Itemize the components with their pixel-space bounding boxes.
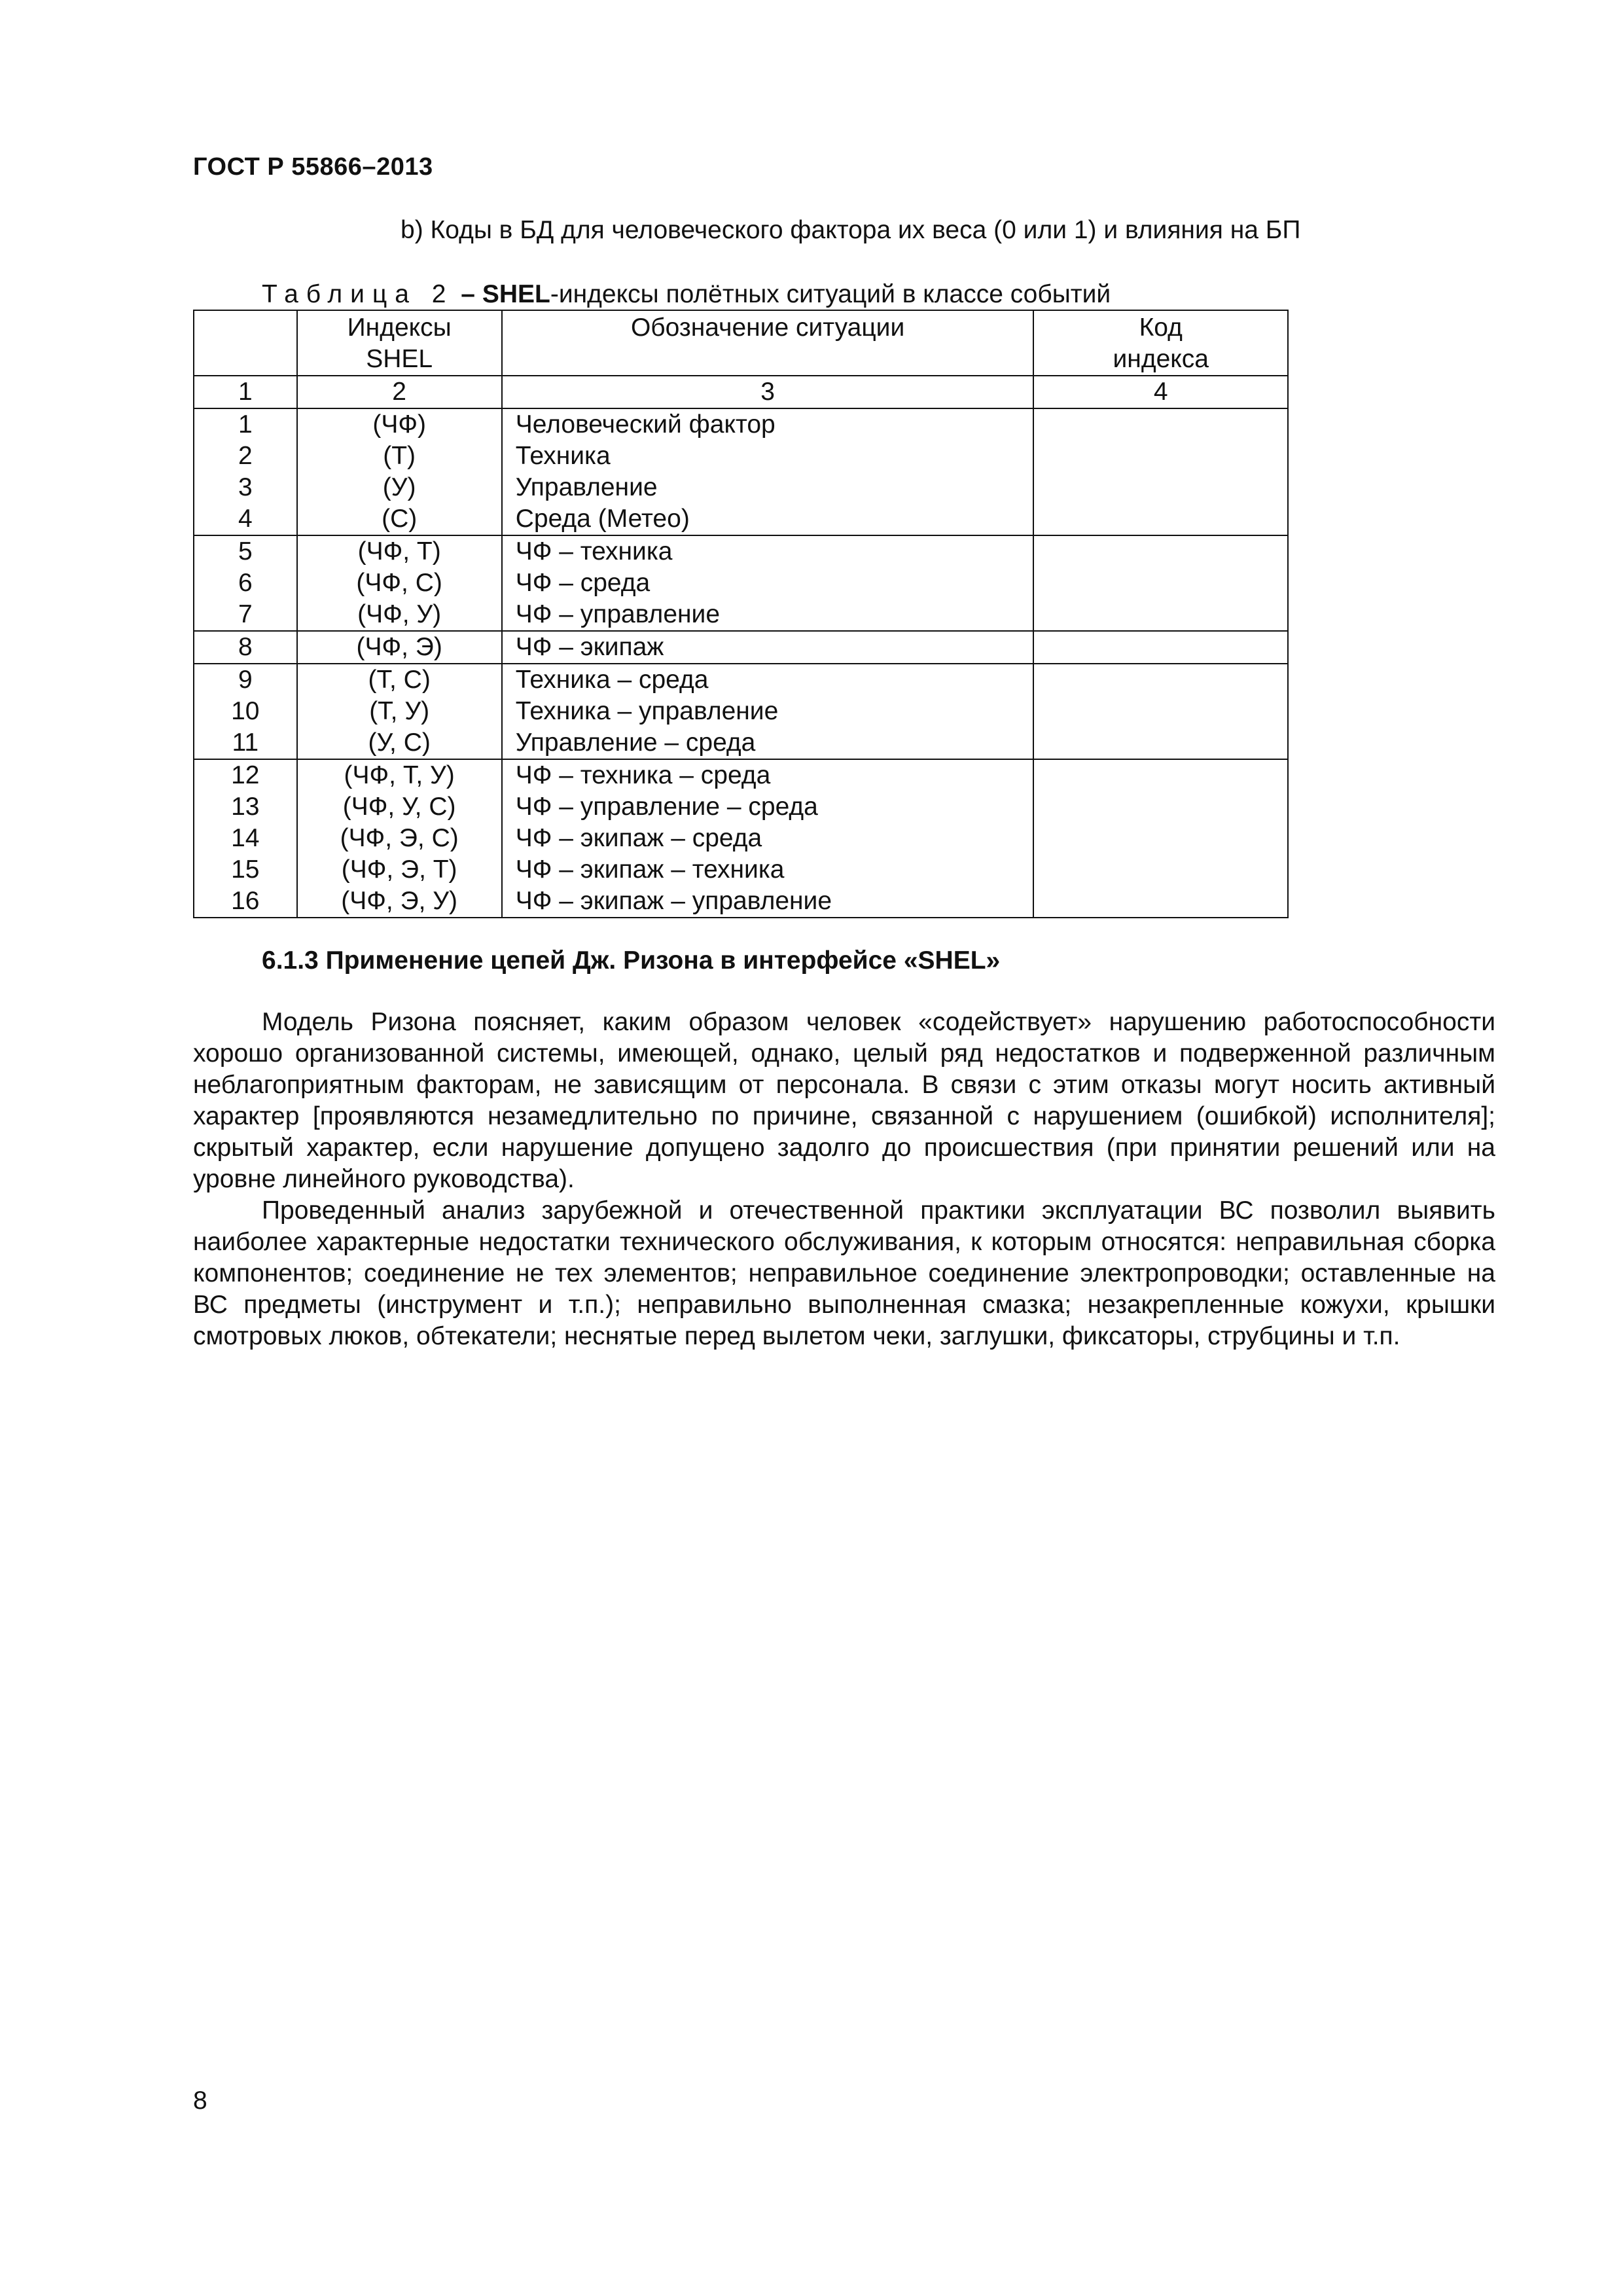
situation-name-cell xyxy=(502,664,1034,759)
row-number: 15 xyxy=(231,855,260,884)
situation-name: Управление – среда xyxy=(515,728,756,757)
row-number: 11 xyxy=(232,728,259,757)
table-group-row xyxy=(194,664,1288,759)
shel-index-cell xyxy=(297,408,502,535)
index-code-cell xyxy=(1033,408,1288,535)
shel-index: (ЧФ, Э) xyxy=(356,633,442,661)
header-shel-line2: SHEL xyxy=(366,345,433,373)
index-code xyxy=(1038,664,1283,696)
row-number: 8 xyxy=(238,633,253,661)
shel-index: (Т, С) xyxy=(368,666,431,694)
header-cell-index-code xyxy=(1033,310,1288,376)
situation-name: Человеческий фактор xyxy=(515,410,776,439)
shel-index: (ЧФ, Э, Т) xyxy=(341,855,457,884)
index-code-cell xyxy=(1033,664,1288,759)
row-number: 13 xyxy=(231,793,260,821)
row-number: 10 xyxy=(231,697,260,725)
index-code xyxy=(1038,440,1283,472)
situation-name: Техника xyxy=(515,442,611,470)
shel-index: (ЧФ) xyxy=(372,410,426,439)
situation-name: ЧФ – экипаж xyxy=(515,633,664,661)
index-code xyxy=(1038,727,1283,759)
header-situation-text: Обозначение ситуации xyxy=(630,314,905,342)
paragraph-maintenance-defects: Проведенный анализ зарубежной и отечественной практики эксплуатации ВС позволил выявить наиболее характерные недостатки технического обслуживания, к которым относятся: неправильная сборка компонентов; соединение не тех элементов; неправильное соединение электропроводки; оставленные на ВС предметы (инструмент и т.п.); неправильно выполненная смазка; незакрепленные кожухи, крышки смотровых люков, обтекатели; неснятые перед вылетом чеки, заглушки, фиксаторы, струбцины и т.п. xyxy=(193,1196,1495,1350)
row-number: 3 xyxy=(238,473,253,501)
row-number-cell xyxy=(194,631,297,664)
index-code xyxy=(1038,503,1283,535)
row-number: 14 xyxy=(231,824,260,852)
situation-name: ЧФ – техника – среда xyxy=(515,761,771,789)
shel-index: (ЧФ, Т, У) xyxy=(344,761,455,789)
index-code xyxy=(1038,599,1283,630)
row-number: 2 xyxy=(238,442,253,470)
index-code xyxy=(1038,854,1283,886)
row-number: 9 xyxy=(238,666,253,694)
row-number: 4 xyxy=(238,505,253,533)
table-caption-bold: – SHEL xyxy=(461,280,550,308)
header-shel-line1: Индексы xyxy=(347,314,452,342)
situation-name: Техника – среда xyxy=(515,666,709,694)
header-cell-number xyxy=(194,310,297,376)
column-number-2: 2 xyxy=(297,376,502,408)
shel-index: (ЧФ, С) xyxy=(356,569,442,597)
situation-name-cell xyxy=(502,408,1034,535)
situation-name: ЧФ – экипаж – среда xyxy=(515,824,762,852)
header-code-line2: индекса xyxy=(1113,345,1209,373)
index-code xyxy=(1038,696,1283,727)
row-number: 5 xyxy=(238,537,253,565)
index-code xyxy=(1038,760,1283,791)
table-caption-prefix: Таблица 2 xyxy=(262,280,454,308)
index-code xyxy=(1038,823,1283,854)
shel-index: (Т, У) xyxy=(369,697,430,725)
table-caption xyxy=(262,280,1111,309)
table-group-row xyxy=(194,631,1288,664)
situation-name: Управление xyxy=(515,473,658,501)
shel-index: (ЧФ, У, С) xyxy=(342,793,456,821)
column-number-1: 1 xyxy=(194,376,297,408)
section-title: 6.1.3 Применение цепей Дж. Ризона в интерфейсе «SHEL» xyxy=(262,946,1001,975)
table-caption-rest: -индексы полётных ситуаций в классе событий xyxy=(550,280,1111,308)
index-code-cell xyxy=(1033,631,1288,664)
shel-index: (ЧФ, У) xyxy=(357,600,442,628)
situation-name: Техника – управление xyxy=(515,697,779,725)
row-number: 16 xyxy=(231,887,260,915)
row-number-cell xyxy=(194,664,297,759)
row-number-cell xyxy=(194,535,297,631)
row-number-cell xyxy=(194,408,297,535)
shel-index: (ЧФ, Э, С) xyxy=(340,824,459,852)
row-number: 6 xyxy=(238,569,253,597)
situation-name: ЧФ – техника xyxy=(515,537,673,565)
situation-name: ЧФ – экипаж – управление xyxy=(515,887,832,915)
index-code-cell xyxy=(1033,759,1288,918)
situation-name: ЧФ – экипаж – техника xyxy=(515,855,785,884)
index-code xyxy=(1038,472,1283,503)
document-header: ГОСТ Р 55866–2013 xyxy=(193,153,433,181)
row-number: 7 xyxy=(238,600,253,628)
shel-index-cell xyxy=(297,759,502,918)
shel-index: (У, С) xyxy=(368,728,431,757)
index-code xyxy=(1038,409,1283,440)
paragraph-reason-model: Модель Ризона поясняет, каким образом человек «содействует» нарушению работоспособности хорошо организованной системы, имеющей, однако, целый ряд недостатков и подверженной различным неблагоприятным факторам, не зависящим от персонала. В связи с этим отказы могут носить активный характер [проявляются незамедлительно по причине, связанной с нарушением (ошибкой) исполнителя]; скрытый характер, если нарушение допущено задолго до происшествия (при принятии решений или на уровне линейного руководства). xyxy=(193,1008,1495,1193)
situation-name: ЧФ – управление xyxy=(515,600,721,628)
table-group-row xyxy=(194,408,1288,535)
header-code-line1: Код xyxy=(1139,314,1183,342)
page-number: 8 xyxy=(193,2087,207,2115)
shel-index: (ЧФ, Э, У) xyxy=(341,887,458,915)
row-number: 12 xyxy=(231,761,260,789)
table-header-row xyxy=(194,310,1288,376)
subsection-caption: b) Коды в БД для человеческого фактора их веса (0 или 1) и влияния на БП xyxy=(401,216,1301,244)
situation-name-cell xyxy=(502,535,1034,631)
table-group-row xyxy=(194,759,1288,918)
header-cell-situation xyxy=(502,310,1034,376)
situation-name-cell xyxy=(502,759,1034,918)
table-group-row xyxy=(194,535,1288,631)
shel-index: (Т) xyxy=(383,442,416,470)
shel-table-body xyxy=(194,310,1288,918)
shel-index-table xyxy=(193,310,1289,918)
shel-index: (У) xyxy=(382,473,416,501)
column-numbering-row xyxy=(194,376,1288,408)
situation-name-cell xyxy=(502,631,1034,664)
column-number-4: 4 xyxy=(1033,376,1288,408)
index-code xyxy=(1038,791,1283,823)
shel-index: (ЧФ, Т) xyxy=(357,537,441,565)
index-code xyxy=(1038,632,1283,663)
shel-index-cell xyxy=(297,535,502,631)
index-code xyxy=(1038,536,1283,567)
header-cell-shel-indexes xyxy=(297,310,502,376)
index-code xyxy=(1038,567,1283,599)
column-number-3: 3 xyxy=(502,376,1034,408)
row-number: 1 xyxy=(238,410,253,439)
situation-name: ЧФ – среда xyxy=(515,569,651,597)
shel-index-cell xyxy=(297,631,502,664)
situation-name: Среда (Метео) xyxy=(515,505,690,533)
situation-name: ЧФ – управление – среда xyxy=(515,793,818,821)
shel-index: (С) xyxy=(382,505,418,533)
row-number-cell xyxy=(194,759,297,918)
shel-index-cell xyxy=(297,664,502,759)
index-code-cell xyxy=(1033,535,1288,631)
index-code xyxy=(1038,886,1283,917)
